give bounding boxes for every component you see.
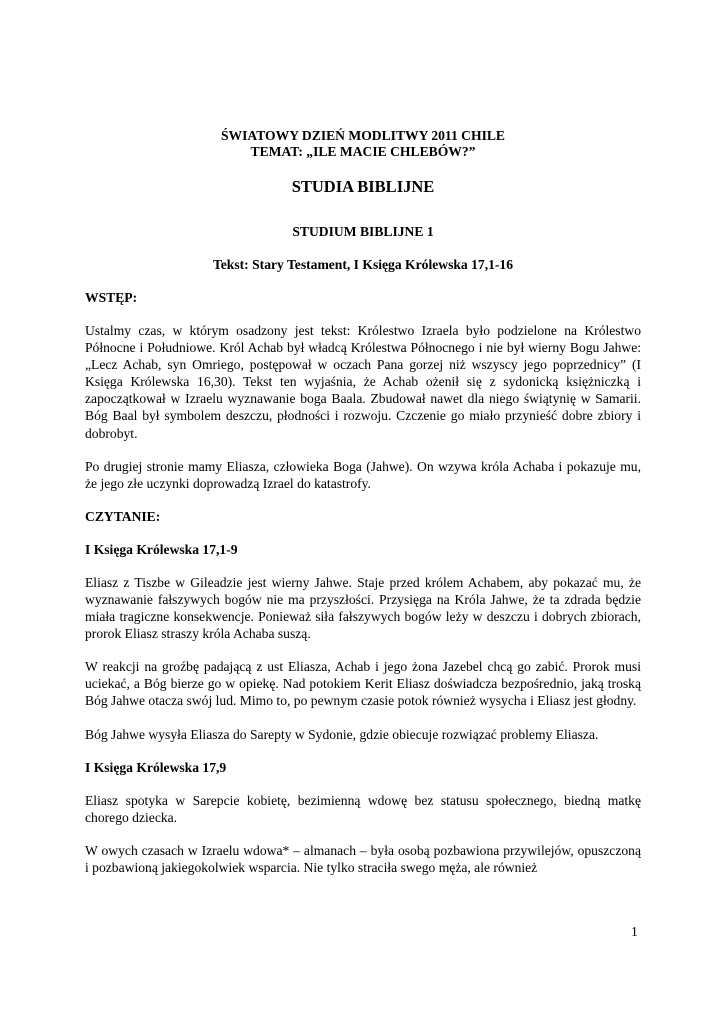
page-number: 1 [631,924,638,939]
subheading-1: I Księga Królewska 17,1-9 [85,541,238,557]
reading-paragraph-4: Eliasz spotyka w Sarepcie kobietę, bezimienną wdowę bez statusu społecznego, biedną matkę chorego dziecka. [85,792,641,825]
intro-heading: WSTĘP: [85,290,138,305]
event-title: ŚWIATOWY DZIEŃ MODLITWY 2011 CHILE [220,128,505,143]
reading-paragraph-5: W owych czasach w Izraelu wdowa* – almanach – była osobą pozbawiona przywilejów, opuszczoną i pozbawioną jakiegokolwiek wsparcia. Nie tylko straciła swego męża, ale również [85,842,641,875]
theme-title: TEMAT: „ILE MACIE CHLEBÓW?” [250,144,476,159]
page-title: STUDIA BIBLIJNE [291,177,435,196]
subheading-2: I Księga Królewska 17,9 [85,759,227,775]
reading-heading: CZYTANIE: [85,508,161,524]
intro-paragraph-1: Ustalmy czas, w którym osadzony jest tekst: Królestwo Izraela było podzielone na Królestwo Północne i Południowe. Król Achab był władcą Królestwa Północnego i nie był wierny Bogu Jahwe: „Lecz Achab, syn Omriego, postępował w oczach Pana gorzej niż wszyscy jego poprzednicy” (I Księga Królewska 16,30). Tekst ten wyjaśnia, że Achab ożenił się z sydonicką księżniczką i zapoczątkował w Izraelu wyznawanie boga Baala. Zbudował nawet dla niego świątynię w Samarii. Bóg Baal był symbolem deszczu, płodności i rozwoju. Czczenie go miało przynieść dobre zbiory i dobrobyt. [85,323,641,441]
text-reference: Tekst: Stary Testament, I Księga Królewska 17,1-16 [212,257,514,272]
reading-paragraph-1: Eliasz z Tiszbe w Gileadzie jest wierny Jahwe. Staje przed królem Achabem, aby pokazać mu, że wyznawanie fałszywych bogów nie ma przyszłości. Przysięga na Króla Jahwe, że ta zdrada będzie miała tragiczne konsekwencje. Ponieważ siła fałszywych bogów leży w deszczu i dobrych zbiorach, prorok Eliasz straszy króla Achaba suszą. [85,574,641,642]
intro-paragraph-2: Po drugiej stronie mamy Eliasza, człowieka Boga (Jahwe). On wzywa króla Achaba i pokazuje mu, że jego złe uczynki doprowadzą Izrael do katastrofy. [85,458,641,491]
study-title: STUDIUM BIBLIJNE 1 [292,224,434,239]
document-page [85,128,641,876]
reading-paragraph-3: Bóg Jahwe wysyła Eliasza do Sarepty w Sydonie, gdzie obiecuje rozwiązać problemy Eliasza. [85,726,599,742]
reading-paragraph-2: W reakcji na groźbę padającą z ust Eliasza, Achab i jego żona Jazebel chcą go zabić. Prorok musi uciekać, a Bóg bierze go w opiekę. Nad potokiem Kerit Eliasz doświadcza bezpośrednio, jaką troską Bóg Jahwe otacza swój lud. Mimo to, po pewnym czasie potok również wysycha i Eliasz jest głodny. [85,659,641,709]
